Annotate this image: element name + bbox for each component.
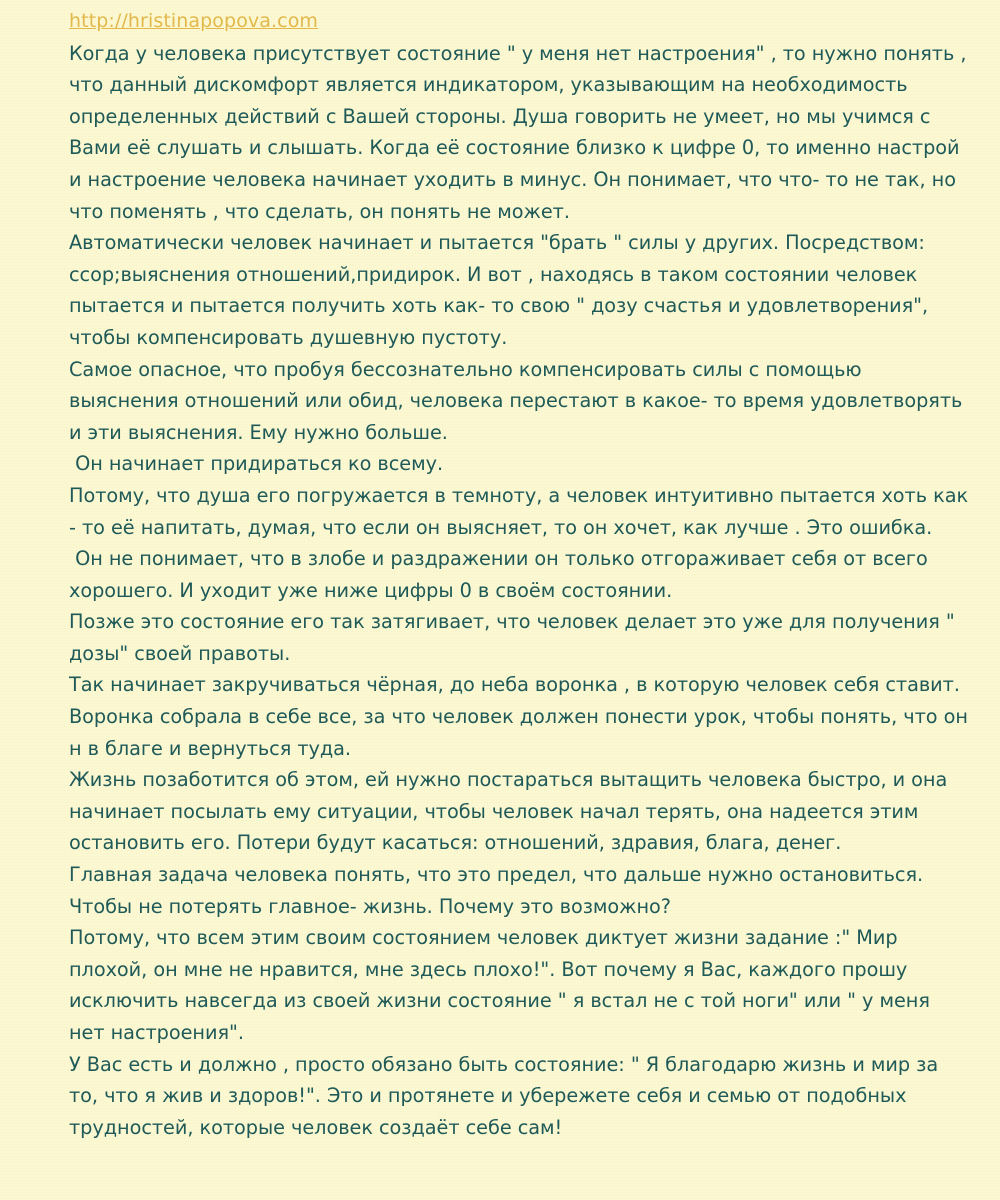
paragraph: Потому, что всем этим своим состоянием человек диктует жизни задание :" Мир плохой, он мне не нравится, мне здесь плохо!". Вот почему я Вас, каждого прошу исключить навсегда из своей жизни состояние " я встал не с той ноги" или " у меня нет настроения". (69, 926, 930, 1044)
paragraph: Он начинает придираться ко всему. (69, 452, 444, 476)
article (69, 6, 969, 1143)
paragraph: Он не понимает, что в злобе и раздражении он только отгораживает себя от всего хорошего. И уходит уже ниже цифры 0 в своём состоянии. (69, 547, 934, 602)
paragraph: Так начинает закручиваться чёрная, до неба воронка , в которую человек себя ставит. Воронка собрала в себе все, за что человек должен понести урок, чтобы понять, что он н в благе и вернуться туда. (69, 673, 968, 760)
paragraph: Жизнь позаботится об этом, ей нужно постараться вытащить человека быстро, и она начинает посылать ему ситуации, чтобы человек начал терять, она надеется этим остановить его. Потери будут касаться: отношений, здравия, блага, денег. (69, 768, 948, 855)
paragraph: Потому, что душа его погружается в темноту, а человек интуитивно пытается хоть как - то её напитать, думая, что если он выясняет, то он хочет, как лучше . Это ошибка. (69, 483, 969, 539)
paragraph: Позже это состояние его так затягивает, что человек делает это уже для получения " дозы" своей правоты. (69, 610, 955, 665)
paragraph: Когда у человека присутствует состояние " у меня нет настроения" , то нужно понять , что данный дискомфорт является индикатором, указывающим на необходимость определенных действий с Вашей стороны. Душа говорить не умеет, но мы учимся с Вами её слушать и слышать. Когда её состояние близко к цифре 0, то именно настрой и настроение человека начинает уходить в минус. Он понимает, что что- то не так, но что поменять , что сделать, он понять не может. (69, 41, 967, 223)
site-link[interactable]: http://hristinapopova.com (69, 10, 319, 32)
paragraph: У Вас есть и должно , просто обязано быть состояние: " Я благодарю жизнь и мир за то, что я жив и здоров!". Это и протянете и убережете себя и семью от подобных трудностей, которые человек создаёт себе сам! (69, 1052, 939, 1139)
paragraph: Автоматически человек начинает и пытается "брать " силы у других. Посредством: ссор;выяснения отношений,придирок. И вот , находясь в таком состоянии человек пытается и пытается получить хоть как- то свою " дозу счастья и удовлетворения", чтобы компенсировать душевную пустоту. (69, 231, 929, 349)
paragraph: Самое опасное, что пробуя бессознательно компенсировать силы с помощью выяснения отношений или обид, человека перестают в какое- то время удовлетворять и эти выяснения. Ему нужно больше. (69, 357, 963, 444)
paragraph: Главная задача человека понять, что это предел, что дальше нужно остановиться. Чтобы не потерять главное- жизнь. Почему это возможно? (69, 863, 924, 918)
